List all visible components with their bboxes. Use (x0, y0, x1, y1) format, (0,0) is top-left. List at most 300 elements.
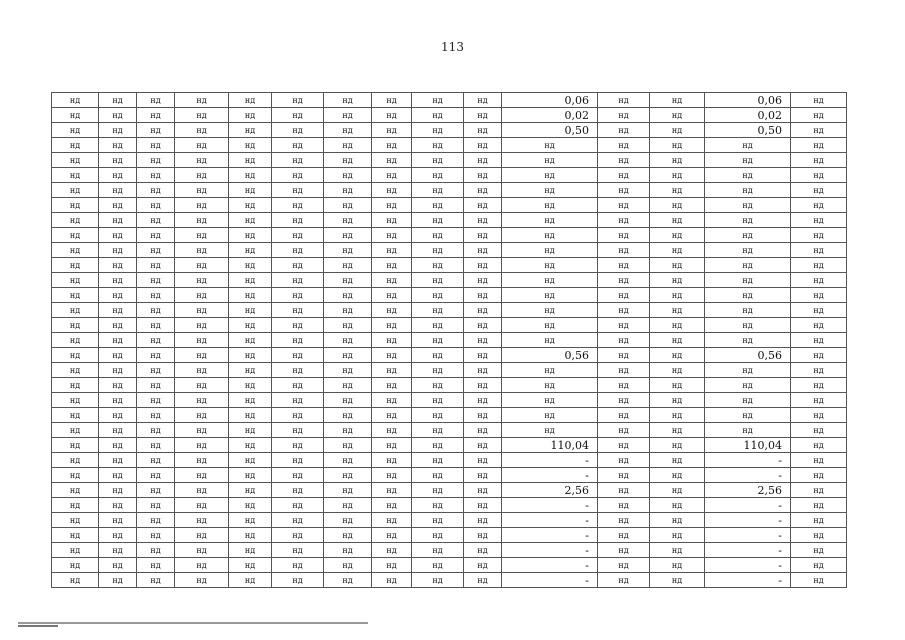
table-cell: нд (99, 363, 137, 378)
table-cell: нд (272, 168, 324, 183)
table-cell: нд (52, 558, 99, 573)
table-cell: нд (791, 288, 847, 303)
table-cell: нд (137, 93, 175, 108)
table-cell: нд (705, 258, 791, 273)
table-cell: нд (52, 153, 99, 168)
table-cell: нд (705, 363, 791, 378)
table-cell: нд (272, 198, 324, 213)
table-cell: 0,56 (705, 348, 791, 363)
table-cell: нд (52, 303, 99, 318)
table-cell: нд (175, 378, 229, 393)
table-cell: нд (52, 498, 99, 513)
table-cell: нд (791, 228, 847, 243)
table-cell: нд (650, 483, 705, 498)
table-cell: нд (598, 423, 650, 438)
table-cell: 0,06 (502, 93, 598, 108)
table-cell: нд (324, 123, 372, 138)
table-cell: нд (175, 258, 229, 273)
table-cell: нд (229, 528, 272, 543)
table-cell: нд (99, 528, 137, 543)
table-cell: нд (175, 528, 229, 543)
table-cell: нд (324, 288, 372, 303)
table-cell: нд (791, 93, 847, 108)
table-row (52, 423, 847, 438)
table-cell: нд (412, 393, 464, 408)
table-cell: нд (464, 198, 502, 213)
table-cell: нд (52, 168, 99, 183)
table-cell: нд (324, 483, 372, 498)
table-cell: нд (650, 213, 705, 228)
table-cell: нд (229, 243, 272, 258)
table-cell: нд (99, 543, 137, 558)
table-cell: нд (791, 333, 847, 348)
table-cell: нд (99, 228, 137, 243)
table-cell: нд (272, 513, 324, 528)
table-cell: нд (791, 453, 847, 468)
table-cell: нд (372, 468, 412, 483)
table-cell: нд (175, 243, 229, 258)
table-cell: нд (137, 393, 175, 408)
table-cell: нд (272, 393, 324, 408)
table-cell: нд (99, 483, 137, 498)
table-cell: нд (650, 513, 705, 528)
table-cell: нд (372, 168, 412, 183)
table-cell: нд (137, 258, 175, 273)
table-cell: нд (52, 528, 99, 543)
table-cell: нд (229, 318, 272, 333)
table-cell: нд (650, 348, 705, 363)
table-cell: нд (464, 348, 502, 363)
table-cell: нд (372, 573, 412, 588)
table-cell: нд (791, 108, 847, 123)
table-row (52, 468, 847, 483)
table-cell: нд (272, 423, 324, 438)
table-cell: нд (229, 213, 272, 228)
table-cell: нд (99, 348, 137, 363)
table-cell: нд (705, 183, 791, 198)
table-cell: нд (229, 123, 272, 138)
table-cell: нд (324, 558, 372, 573)
table-cell: нд (137, 138, 175, 153)
table-cell: 2,56 (502, 483, 598, 498)
table-cell: нд (52, 348, 99, 363)
table-cell: нд (650, 498, 705, 513)
table-cell: нд (175, 108, 229, 123)
table-cell: нд (175, 363, 229, 378)
table-cell: нд (705, 408, 791, 423)
table-cell: нд (464, 453, 502, 468)
table-cell: нд (99, 573, 137, 588)
table-cell: нд (175, 183, 229, 198)
table-cell: нд (502, 228, 598, 243)
table-cell: нд (324, 498, 372, 513)
table-cell: нд (372, 213, 412, 228)
table-cell: нд (272, 213, 324, 228)
table-cell: нд (137, 243, 175, 258)
table-cell: нд (791, 168, 847, 183)
table-row (52, 303, 847, 318)
table-cell: нд (791, 378, 847, 393)
table-cell: нд (598, 333, 650, 348)
table-cell: нд (372, 423, 412, 438)
table-cell: нд (502, 333, 598, 348)
table-cell: нд (324, 423, 372, 438)
table-cell: нд (412, 423, 464, 438)
table-cell: нд (175, 453, 229, 468)
table-cell: нд (412, 198, 464, 213)
table-cell: нд (272, 348, 324, 363)
table-cell: нд (137, 273, 175, 288)
table-cell: нд (650, 468, 705, 483)
table-cell: нд (229, 498, 272, 513)
table-row (52, 393, 847, 408)
table-cell: нд (324, 243, 372, 258)
table-row (52, 318, 847, 333)
table-cell: нд (464, 183, 502, 198)
table-cell: нд (229, 93, 272, 108)
table-cell: нд (229, 573, 272, 588)
table-cell: нд (412, 333, 464, 348)
table-cell: нд (175, 198, 229, 213)
table-cell: нд (502, 303, 598, 318)
table-row (52, 573, 847, 588)
table-cell: - (705, 528, 791, 543)
table-cell: нд (650, 198, 705, 213)
table-cell: нд (324, 573, 372, 588)
table-cell: нд (791, 213, 847, 228)
table-cell: нд (229, 228, 272, 243)
table-cell: нд (372, 288, 412, 303)
table-cell: нд (650, 543, 705, 558)
table-cell: нд (412, 153, 464, 168)
table-cell: нд (502, 243, 598, 258)
table-cell: нд (598, 273, 650, 288)
table-cell: нд (99, 273, 137, 288)
table-cell: нд (598, 138, 650, 153)
table-cell: нд (650, 333, 705, 348)
table-cell: нд (52, 453, 99, 468)
table-cell: нд (412, 183, 464, 198)
table-cell: нд (137, 423, 175, 438)
table-cell: нд (791, 123, 847, 138)
table-cell: нд (464, 573, 502, 588)
table-cell: нд (791, 153, 847, 168)
table-cell: нд (412, 378, 464, 393)
table-cell: нд (791, 528, 847, 543)
table-cell: нд (52, 363, 99, 378)
table-cell: нд (137, 108, 175, 123)
table-cell: нд (229, 423, 272, 438)
table-cell: нд (705, 333, 791, 348)
table-cell: нд (52, 258, 99, 273)
table-cell: нд (650, 423, 705, 438)
table-cell: нд (324, 258, 372, 273)
table-cell: нд (229, 273, 272, 288)
table-cell: нд (464, 393, 502, 408)
table-cell: нд (272, 183, 324, 198)
table-cell: нд (324, 168, 372, 183)
table-cell: нд (705, 243, 791, 258)
table-cell: нд (464, 303, 502, 318)
table-cell: нд (412, 438, 464, 453)
table-cell: - (502, 558, 598, 573)
table-cell: нд (324, 513, 372, 528)
table-cell: нд (272, 273, 324, 288)
page-edge-line (18, 622, 368, 624)
table-cell: нд (791, 138, 847, 153)
table-cell: 110,04 (502, 438, 598, 453)
table-cell: нд (99, 198, 137, 213)
table-cell: нд (175, 348, 229, 363)
table-cell: нд (272, 93, 324, 108)
table-cell: нд (464, 168, 502, 183)
table-row (52, 483, 847, 498)
table-cell: нд (175, 498, 229, 513)
table-cell: нд (412, 573, 464, 588)
table-cell: нд (175, 468, 229, 483)
table-cell: нд (324, 303, 372, 318)
table-cell: нд (791, 198, 847, 213)
table-cell: 2,56 (705, 483, 791, 498)
table-cell: нд (650, 558, 705, 573)
table-cell: - (705, 498, 791, 513)
table-cell: нд (791, 393, 847, 408)
table-cell: нд (52, 543, 99, 558)
table-cell: нд (99, 213, 137, 228)
table-cell: нд (464, 468, 502, 483)
table-row (52, 138, 847, 153)
table-row (52, 273, 847, 288)
table-cell: нд (598, 498, 650, 513)
table-cell: нд (372, 183, 412, 198)
table-cell: нд (464, 93, 502, 108)
table-cell: нд (137, 363, 175, 378)
table-cell: - (502, 468, 598, 483)
table-cell: нд (99, 393, 137, 408)
data-table (51, 92, 847, 588)
table-cell: нд (464, 333, 502, 348)
table-cell: нд (137, 333, 175, 348)
table-cell: нд (324, 408, 372, 423)
table-cell: нд (175, 573, 229, 588)
table-cell: нд (175, 93, 229, 108)
table-row (52, 93, 847, 108)
table-row (52, 168, 847, 183)
table-cell: нд (372, 363, 412, 378)
table-cell: нд (229, 348, 272, 363)
table-cell: нд (464, 243, 502, 258)
table-cell: нд (598, 213, 650, 228)
table-cell: нд (272, 408, 324, 423)
table-cell: нд (324, 348, 372, 363)
table-cell: нд (324, 228, 372, 243)
table-cell: нд (705, 153, 791, 168)
table-cell: нд (464, 378, 502, 393)
table-cell: - (502, 573, 598, 588)
table-cell: нд (137, 303, 175, 318)
table-cell: нд (412, 138, 464, 153)
table-cell: нд (598, 303, 650, 318)
table-cell: нд (791, 513, 847, 528)
table-cell: нд (272, 288, 324, 303)
table-cell: нд (52, 318, 99, 333)
table-cell: нд (229, 153, 272, 168)
table-row (52, 153, 847, 168)
table-cell: нд (372, 543, 412, 558)
table-cell: нд (705, 213, 791, 228)
table-cell: нд (99, 168, 137, 183)
table-cell: нд (229, 168, 272, 183)
table-cell: 0,50 (705, 123, 791, 138)
table-cell: нд (372, 393, 412, 408)
table-cell: нд (598, 318, 650, 333)
table-cell: нд (372, 453, 412, 468)
table-cell: нд (502, 183, 598, 198)
table-cell: нд (229, 543, 272, 558)
table-cell: нд (137, 543, 175, 558)
table-cell: нд (272, 303, 324, 318)
table-cell: нд (598, 243, 650, 258)
table-cell: нд (137, 453, 175, 468)
table-row (52, 183, 847, 198)
table-cell: нд (175, 303, 229, 318)
table-cell: нд (137, 228, 175, 243)
table-cell: нд (372, 93, 412, 108)
table-cell: нд (412, 258, 464, 273)
table-cell: нд (175, 123, 229, 138)
table-cell: нд (705, 318, 791, 333)
table-cell: нд (464, 513, 502, 528)
table-cell: нд (175, 273, 229, 288)
table-cell: 0,06 (705, 93, 791, 108)
table-cell: нд (464, 543, 502, 558)
table-cell: нд (502, 138, 598, 153)
table-row (52, 528, 847, 543)
table-row (52, 243, 847, 258)
table-cell: нд (99, 138, 137, 153)
table-cell: нд (705, 378, 791, 393)
table-cell: нд (137, 558, 175, 573)
table-cell: нд (705, 303, 791, 318)
table-cell: нд (598, 288, 650, 303)
table-row (52, 438, 847, 453)
table-cell: нд (598, 108, 650, 123)
table-cell: нд (324, 528, 372, 543)
table-cell: нд (464, 483, 502, 498)
table-cell: нд (52, 93, 99, 108)
table-cell: нд (272, 153, 324, 168)
table-cell: нд (175, 558, 229, 573)
table-cell: нд (272, 543, 324, 558)
table-cell: нд (175, 393, 229, 408)
table-cell: нд (791, 558, 847, 573)
table-cell: нд (137, 483, 175, 498)
table-cell: нд (412, 168, 464, 183)
table-row (52, 213, 847, 228)
table-cell: нд (372, 138, 412, 153)
table-cell: нд (175, 168, 229, 183)
table-row (52, 123, 847, 138)
table-cell: нд (175, 543, 229, 558)
table-cell: нд (650, 93, 705, 108)
table-cell: нд (502, 288, 598, 303)
table-cell: нд (412, 498, 464, 513)
table-cell: нд (324, 273, 372, 288)
table-cell: нд (372, 228, 412, 243)
table-cell: нд (791, 573, 847, 588)
table-cell: нд (272, 138, 324, 153)
table-cell: нд (137, 288, 175, 303)
table-cell: нд (324, 108, 372, 123)
table-cell: нд (229, 288, 272, 303)
table-cell: нд (650, 573, 705, 588)
table-cell: нд (137, 168, 175, 183)
table-cell: нд (272, 378, 324, 393)
table-cell: нд (412, 123, 464, 138)
table-cell: нд (705, 288, 791, 303)
table-cell: нд (137, 378, 175, 393)
table-cell: нд (272, 258, 324, 273)
table-cell: нд (464, 153, 502, 168)
table-cell: нд (598, 183, 650, 198)
table-cell: нд (598, 153, 650, 168)
table-cell: нд (52, 228, 99, 243)
table-cell: нд (99, 558, 137, 573)
table-cell: нд (372, 558, 412, 573)
table-cell: 0,02 (502, 108, 598, 123)
table-cell: нд (272, 243, 324, 258)
table-cell: нд (372, 123, 412, 138)
table-cell: нд (137, 498, 175, 513)
table-cell: нд (324, 438, 372, 453)
table-cell: нд (99, 438, 137, 453)
table-cell: нд (650, 183, 705, 198)
table-cell: нд (464, 408, 502, 423)
table-cell: нд (229, 438, 272, 453)
table-cell: нд (99, 258, 137, 273)
table-cell: нд (705, 198, 791, 213)
table-cell: нд (650, 363, 705, 378)
table-cell: нд (464, 123, 502, 138)
table-cell: нд (372, 243, 412, 258)
table-cell: нд (372, 153, 412, 168)
table-cell: нд (372, 348, 412, 363)
table-cell: нд (502, 153, 598, 168)
table-cell: нд (791, 243, 847, 258)
table-row (52, 558, 847, 573)
table-cell: нд (137, 438, 175, 453)
table-row (52, 543, 847, 558)
table-cell: нд (372, 483, 412, 498)
table-cell: нд (791, 348, 847, 363)
table-cell: нд (229, 258, 272, 273)
table-cell: нд (464, 228, 502, 243)
table-cell: нд (791, 318, 847, 333)
table-cell: нд (272, 528, 324, 543)
table-cell: нд (272, 228, 324, 243)
table-cell: нд (52, 288, 99, 303)
table-cell: нд (272, 558, 324, 573)
table-cell: нд (598, 438, 650, 453)
table-cell: нд (324, 543, 372, 558)
table-cell: нд (791, 543, 847, 558)
table-cell: нд (502, 423, 598, 438)
table-cell: нд (598, 378, 650, 393)
table-cell: нд (598, 468, 650, 483)
table-cell: нд (52, 243, 99, 258)
table-cell: нд (650, 453, 705, 468)
table-cell: 0,50 (502, 123, 598, 138)
